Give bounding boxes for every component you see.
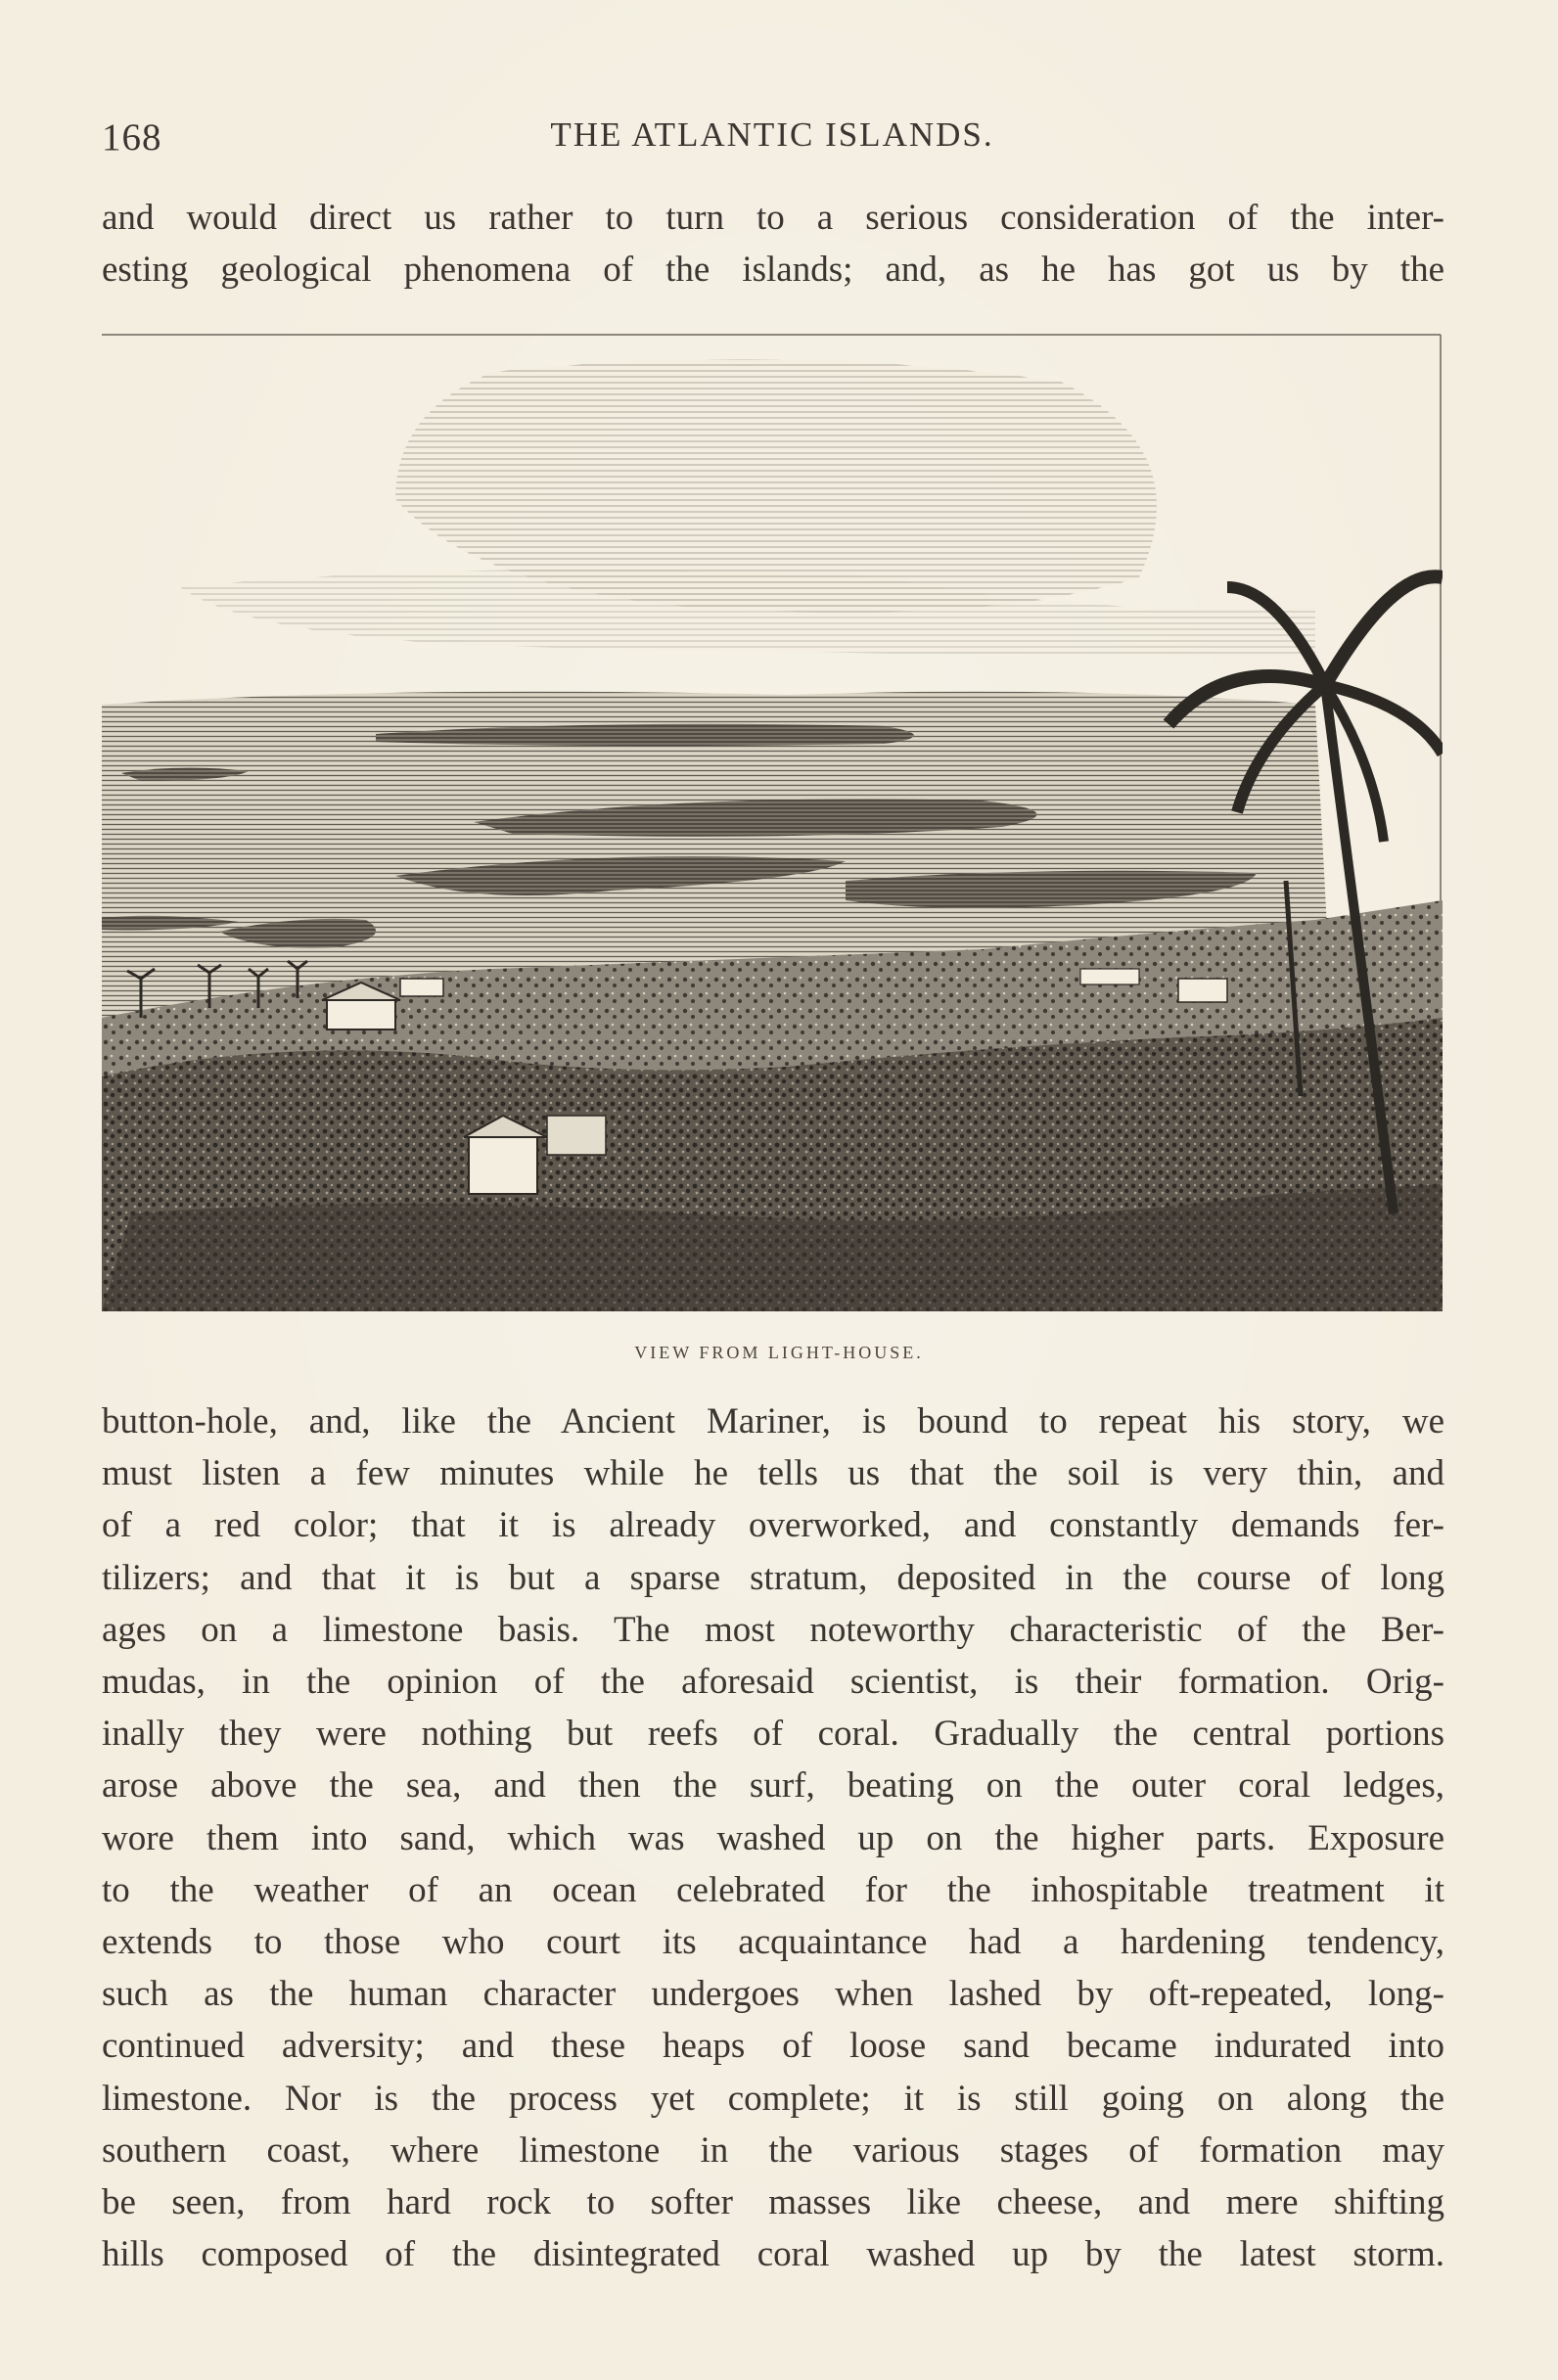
text-line: mudas, in the opinion of the aforesaid scientist, is their formation. Orig- [102,1662,1444,1703]
text-line: limestone. Nor is the process yet complete; it is still going on along the [102,2078,1444,2119]
text-line: extends to those who court its acquaintance had a hardening tendency, [102,1922,1444,1963]
text-line: ages on a limestone basis. The most noteworthy characteristic of the Ber- [102,1609,1444,1650]
text-line: of a red color; that it is already overworked, and constantly demands fer- [102,1505,1444,1546]
text-line: must listen a few minutes while he tells us that the soil is very thin, and [102,1453,1444,1494]
illustration-caption: VIEW FROM LIGHT-HOUSE. [634,1343,924,1362]
running-head: THE ATLANTIC ISLANDS. [550,115,994,154]
text-line: arose above the sea, and then the surf, beating on the outer coral ledges, [102,1765,1444,1807]
text-line: button-hole, and, like the Ancient Mariner, is bound to repeat his story, we [102,1401,1444,1442]
top-paragraph [102,192,1444,296]
text-line: and would direct us rather to turn to a serious consideration of the inter- [102,198,1444,238]
text-line: tilizers; and that it is but a sparse stratum, deposited in the course of long [102,1557,1444,1598]
text-line: southern coast, where limestone in the various stages of formation may [102,2129,1444,2171]
text-line: hills composed of the disintegrated coral washed up by the latest storm. [102,2234,1444,2275]
engraving-illustration [102,333,1443,1311]
text-line: continued adversity; and these heaps of loose sand became indurated into [102,2026,1444,2067]
text-line: such as the human character undergoes when lashed by oft-repeated, long- [102,1974,1444,2015]
text-line: wore them into sand, which was washed up on the higher parts. Exposure [102,1817,1444,1858]
page-number: 168 [102,116,162,159]
engraving-landscape-image [102,333,1443,1311]
body-paragraph [102,1396,1444,2280]
text-line: esting geological phenomena of the islands; and, as he has got us by the [102,250,1444,291]
text-line: to the weather of an ocean celebrated for the inhospitable treatment it [102,1869,1444,1910]
text-line: inally they were nothing but reefs of coral. Gradually the central portions [102,1714,1444,1755]
text-line: be seen, from hard rock to softer masses like cheese, and mere shifting [102,2182,1444,2223]
page-header [102,115,1443,164]
